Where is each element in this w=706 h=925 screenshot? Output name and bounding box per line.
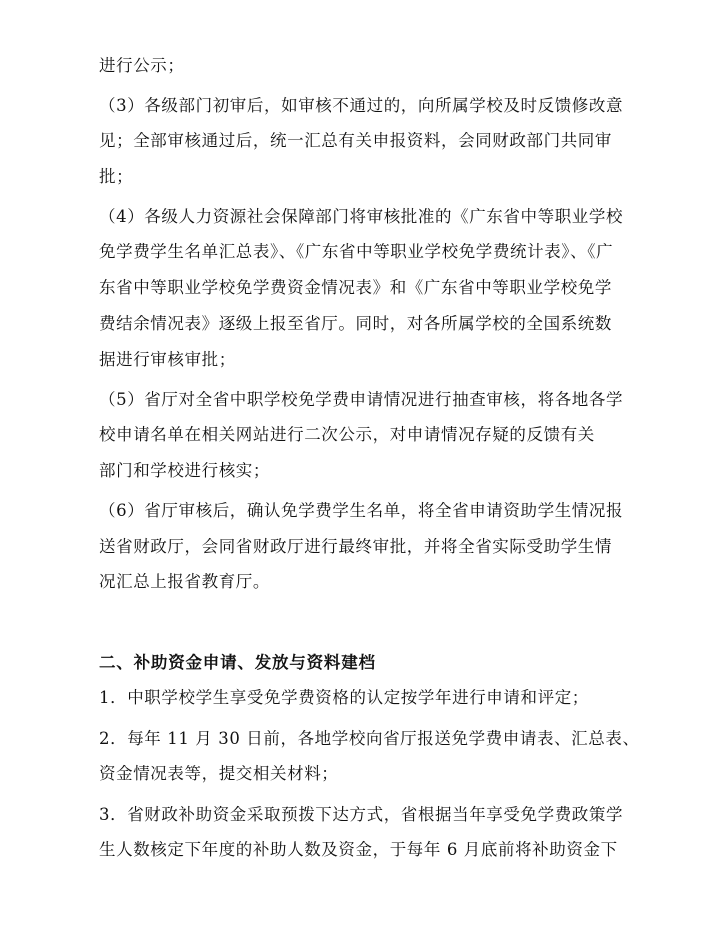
text-line: （4）各级人力资源社会保障部门将审核批准的《广东省中等职业学校 (99, 207, 624, 226)
text-line: 送省财政厅，会同省财政厅进行最终审批，并将全省实际受助学生情 (99, 537, 612, 556)
text-line: 批； (99, 167, 134, 186)
text-line: 费结余情况表》逐级上报至省厅。同时，对各所属学校的全国系统数 (99, 314, 612, 333)
text-line: （5）省厅对全省中职学校免学费申请情况进行抽查审核，将各地各学 (99, 390, 624, 409)
text-line: 况汇总上报省教育厅。 (99, 572, 270, 591)
text-line: 据进行审核审批； (99, 350, 236, 369)
text-line: 2．每年 11 月 30 日前，各地学校向省厅报送免学费申请表、汇总表、 (99, 729, 640, 748)
text-line: 资金情况表等，提交相关材料； (99, 764, 339, 783)
text-line: 部门和学校进行核实； (99, 461, 270, 480)
text-line: 生人数核定下年度的补助人数及资金，于每年 6 月底前将补助资金下 (99, 840, 618, 859)
section-heading: 二、补助资金申请、发放与资料建档 (99, 653, 376, 672)
text-line: 免学费学生名单汇总表》、《广东省中等职业学校免学费统计表》、《广 (99, 242, 614, 261)
text-line: 3．省财政补助资金采取预拨下达方式，省根据当年享受免学费政策学 (99, 805, 624, 824)
text-line: 东省中等职业学校免学费资金情况表》和《广东省中等职业学校免学 (99, 278, 612, 297)
text-line: 校申请名单在相关网站进行二次公示，对申请情况存疑的反馈有关 (99, 425, 595, 444)
text-line: 1．中职学校学生享受免学费资格的认定按学年进行申请和评定； (99, 688, 589, 707)
text-line: 见；全部审核通过后，统一汇总有关申报资料，会同财政部门共同审 (99, 131, 612, 150)
text-line: 进行公示； (99, 56, 185, 75)
text-line: （3）各级部门初审后，如审核不通过的，向所属学校及时反馈修改意 (99, 96, 624, 115)
text-line: （6）省厅审核后，确认免学费学生名单，将全省申请资助学生情况报 (99, 501, 624, 520)
